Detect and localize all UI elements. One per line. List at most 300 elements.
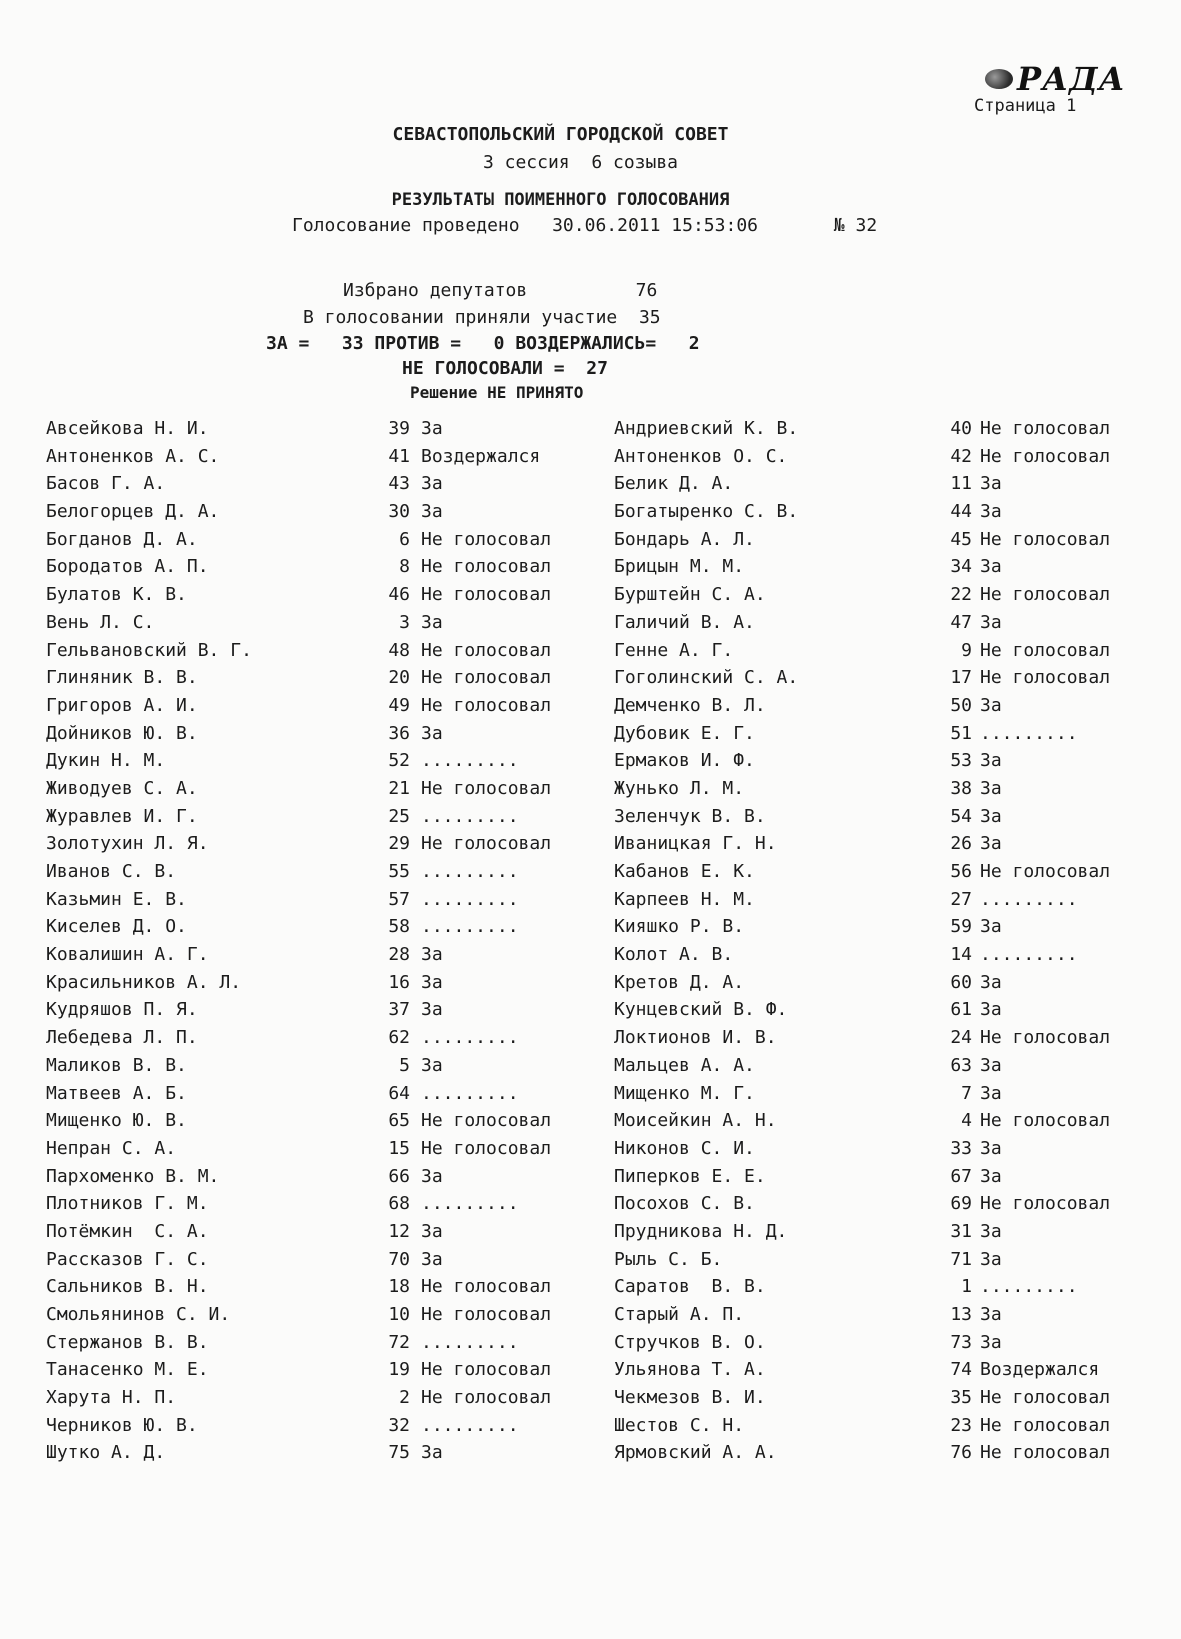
deputy-vote: Не голосовал — [980, 528, 1111, 550]
decision-line: Решение НЕ ПРИНЯТО — [410, 383, 584, 402]
deputy-row — [46, 1221, 606, 1249]
deputy-row — [614, 944, 1174, 972]
deputy-number: 23 — [950, 1414, 972, 1436]
deputy-number: 35 — [950, 1387, 972, 1409]
deputy-name: Потёмкин С. А. — [46, 1220, 209, 1242]
deputy-name: Мищенко Ю. В. — [46, 1110, 187, 1132]
deputy-number: 14 — [950, 944, 972, 966]
deputy-vote: За — [421, 1442, 443, 1464]
deputy-number: 56 — [950, 861, 972, 882]
deputy-row — [46, 1442, 606, 1470]
notvoted-value: 27 — [586, 358, 608, 379]
deputy-row — [46, 529, 606, 557]
deputy-vote: Не голосовал — [421, 694, 552, 716]
deputy-row — [614, 1304, 1174, 1332]
deputy-row — [46, 1138, 606, 1166]
deputy-number: 74 — [950, 1359, 972, 1381]
deputy-number: 11 — [950, 473, 972, 495]
deputy-row — [46, 1276, 606, 1304]
voting-datetime: 30.06.2011 15:53:06 — [552, 215, 758, 236]
deputy-number: 34 — [950, 556, 972, 578]
deputy-number: 16 — [388, 971, 410, 993]
deputy-row — [614, 972, 1174, 1000]
deputy-vote: ......... — [421, 916, 519, 938]
deputy-name: Ярмовский А. А. — [614, 1442, 777, 1464]
deputy-name: Глиняник В. В. — [46, 667, 198, 689]
deputy-name: Галичий В. А. — [614, 611, 755, 633]
deputy-row — [614, 501, 1174, 529]
deputy-name: Прудникова Н. Д. — [614, 1220, 788, 1242]
deputy-vote: За — [980, 1137, 1002, 1159]
deputy-row — [46, 861, 606, 889]
deputy-vote: Не голосовал — [421, 639, 552, 661]
deputy-name: Саратов В. В. — [614, 1276, 766, 1298]
deputy-name: Старый А. П. — [614, 1304, 745, 1325]
deputy-row — [614, 806, 1174, 834]
page-number: Страница 1 — [974, 96, 1077, 116]
deputy-number: 30 — [388, 501, 410, 523]
deputies-left-column — [46, 418, 606, 1470]
deputy-row — [614, 418, 1174, 446]
deputy-vote: ......... — [421, 1193, 519, 1215]
deputy-vote: За — [980, 1165, 1002, 1187]
deputy-vote: За — [980, 971, 1002, 993]
deputy-row — [614, 1359, 1174, 1387]
deputy-row — [614, 556, 1174, 584]
deputy-row — [46, 778, 606, 806]
deputy-name: Карпеев Н. М. — [614, 888, 755, 910]
deputy-row — [614, 446, 1174, 474]
deputy-row — [614, 916, 1174, 944]
deputy-number: 65 — [388, 1110, 410, 1132]
deputy-number: 18 — [388, 1276, 410, 1298]
deputy-vote: За — [980, 1082, 1002, 1104]
deputy-vote: Не голосовал — [421, 1110, 552, 1132]
deputy-number: 72 — [388, 1331, 410, 1353]
deputy-name: Брицын М. М. — [614, 556, 745, 578]
deputy-row — [46, 889, 606, 917]
deputy-number: 50 — [950, 694, 972, 716]
deputy-row — [614, 1110, 1174, 1138]
deputy-row — [46, 667, 606, 695]
deputy-name: Черников Ю. В. — [46, 1414, 198, 1436]
deputy-vote: ......... — [421, 1082, 519, 1104]
deputy-number: 32 — [388, 1414, 410, 1436]
totals-line — [266, 333, 700, 354]
deputy-name: Харута Н. П. — [46, 1387, 177, 1409]
deputy-vote: За — [980, 805, 1002, 827]
deputy-row — [614, 1442, 1174, 1470]
deputy-vote: За — [421, 1054, 443, 1076]
deputy-vote: ......... — [421, 750, 519, 772]
logo-text: РАДА — [1017, 60, 1126, 98]
deputy-number: 64 — [388, 1082, 410, 1104]
deputy-name: Пиперков Е. Е. — [614, 1165, 766, 1187]
deputy-row — [46, 612, 606, 640]
deputy-vote: За — [421, 971, 443, 993]
deputy-number: 24 — [950, 1027, 972, 1049]
deputy-number: 19 — [388, 1359, 410, 1381]
deputy-name: Белик Д. А. — [614, 473, 734, 495]
deputy-vote: Не голосовал — [980, 1442, 1111, 1464]
deputy-number: 39 — [388, 418, 410, 439]
deputy-name: Пархоменко В. М. — [46, 1165, 220, 1187]
deputy-name: Ковалишин А. Г. — [46, 944, 209, 966]
deputy-name: Кретов Д. А. — [614, 971, 745, 993]
deputy-row — [46, 1193, 606, 1221]
deputy-number: 51 — [950, 722, 972, 744]
deputy-number: 66 — [388, 1165, 410, 1187]
deputy-number: 36 — [388, 722, 410, 744]
for-value: 33 — [341, 333, 364, 354]
deputy-number: 53 — [950, 750, 972, 772]
deputy-number: 73 — [950, 1331, 972, 1353]
deputy-vote: Не голосовал — [980, 861, 1111, 882]
deputy-vote: За — [980, 1331, 1002, 1353]
deputy-number: 1 — [961, 1276, 972, 1298]
deputy-vote: ......... — [980, 888, 1078, 910]
deputy-name: Мищенко М. Г. — [614, 1082, 755, 1104]
deputy-row — [46, 723, 606, 751]
deputy-row — [46, 1027, 606, 1055]
deputy-vote: За — [421, 1165, 443, 1187]
deputy-number: 45 — [950, 528, 972, 550]
deputy-number: 10 — [388, 1304, 410, 1325]
deputy-number: 62 — [388, 1027, 410, 1049]
deputy-row — [46, 584, 606, 612]
deputy-name: Антоненков А. С. — [46, 445, 220, 467]
deputy-name: Дукин Н. М. — [46, 750, 166, 772]
abstained-label: ВОЗДЕРЖАЛИСЬ= — [515, 333, 657, 354]
deputy-name: Стержанов В. В. — [46, 1331, 209, 1353]
deputy-vote: За — [980, 777, 1002, 799]
deputy-number: 8 — [399, 556, 410, 578]
deputy-vote: Не голосовал — [421, 1137, 552, 1159]
deputy-row — [614, 1083, 1174, 1111]
deputy-vote: ......... — [421, 861, 519, 882]
deputy-vote: Не голосовал — [421, 1387, 552, 1409]
deputy-number: 54 — [950, 805, 972, 827]
deputy-name: Живодуев С. А. — [46, 777, 198, 799]
deputy-row — [614, 1166, 1174, 1194]
deputy-name: Смольянинов С. И. — [46, 1304, 231, 1325]
deputy-name: Казьмин Е. В. — [46, 888, 187, 910]
deputy-vote: Не голосовал — [421, 833, 552, 855]
participated-label: В голосовании приняли участие — [303, 307, 618, 328]
deputy-name: Непран С. А. — [46, 1137, 177, 1159]
deputy-name: Жунько Л. М. — [614, 777, 745, 799]
deputy-name: Стручков В. О. — [614, 1331, 766, 1353]
deputy-vote: Не голосовал — [980, 1193, 1111, 1215]
deputy-row — [614, 612, 1174, 640]
deputy-row — [614, 584, 1174, 612]
deputy-name: Генне А. Г. — [614, 639, 734, 661]
deputy-vote: За — [421, 473, 443, 495]
deputy-name: Гоголинский С. А. — [614, 667, 799, 689]
deputy-row — [614, 529, 1174, 557]
deputy-vote: За — [980, 999, 1002, 1021]
deputy-row — [46, 1110, 606, 1138]
deputy-number: 68 — [388, 1193, 410, 1215]
deputy-vote: За — [421, 1248, 443, 1270]
deputy-name: Шутко А. Д. — [46, 1442, 166, 1464]
abstained-value: 2 — [688, 333, 700, 354]
deputy-number: 33 — [950, 1137, 972, 1159]
deputy-name: Антоненков О. С. — [614, 445, 788, 467]
deputy-number: 27 — [950, 888, 972, 910]
deputy-vote: ......... — [421, 1331, 519, 1353]
notvoted-label: НЕ ГОЛОСОВАЛИ = — [402, 358, 565, 379]
session-label: 3 сессия 6 созыва — [482, 152, 679, 173]
deputy-name: Танасенко М. Е. — [46, 1359, 209, 1381]
deputy-vote: Воздержался — [980, 1359, 1100, 1381]
deputy-vote: Не голосовал — [421, 556, 552, 578]
deputy-number: 15 — [388, 1137, 410, 1159]
deputy-row — [614, 833, 1174, 861]
deputy-row — [46, 695, 606, 723]
deputy-row — [614, 1193, 1174, 1221]
deputy-row — [46, 1083, 606, 1111]
deputy-number: 9 — [961, 639, 972, 661]
deputy-vote: За — [980, 1220, 1002, 1242]
deputy-row — [46, 1332, 606, 1360]
deputy-name: Бурштейн С. А. — [614, 584, 766, 606]
deputy-number: 29 — [388, 833, 410, 855]
participated-value: 35 — [638, 307, 661, 328]
voting-number: № 32 — [833, 215, 878, 236]
deputy-vote: Не голосовал — [421, 777, 552, 799]
deputy-name: Кабанов Е. К. — [614, 861, 755, 882]
deputy-row — [46, 1359, 606, 1387]
deputy-row — [46, 640, 606, 668]
deputy-name: Зеленчук В. В. — [614, 805, 766, 827]
deputy-row — [46, 446, 606, 474]
deputy-row — [614, 1276, 1174, 1304]
deputy-name: Андриевский К. В. — [614, 418, 799, 439]
deputy-vote: Не голосовал — [980, 1110, 1111, 1132]
deputy-number: 20 — [388, 667, 410, 689]
deputy-name: Ульянова Т. А. — [614, 1359, 766, 1381]
deputy-number: 71 — [950, 1248, 972, 1270]
deputy-number: 60 — [950, 971, 972, 993]
deputy-number: 61 — [950, 999, 972, 1021]
deputy-row — [46, 999, 606, 1027]
deputy-row — [46, 1055, 606, 1083]
deputy-name: Чекмезов В. И. — [614, 1387, 766, 1409]
deputy-name: Богданов Д. А. — [46, 528, 198, 550]
deputy-vote: ......... — [421, 805, 519, 827]
deputy-row — [614, 1387, 1174, 1415]
deputy-number: 17 — [950, 667, 972, 689]
deputy-vote: За — [980, 1248, 1002, 1270]
deputy-vote: Не голосовал — [421, 584, 552, 606]
deputy-vote: Не голосовал — [980, 584, 1111, 606]
deputy-number: 55 — [388, 861, 410, 882]
deputy-name: Матвеев А. Б. — [46, 1082, 187, 1104]
deputy-name: Григоров А. И. — [46, 694, 198, 716]
deputy-name: Дубовик Е. Г. — [614, 722, 755, 744]
deputy-row — [46, 972, 606, 1000]
deputy-number: 52 — [388, 750, 410, 772]
against-label: ПРОТИВ = — [374, 333, 462, 354]
deputy-number: 67 — [950, 1165, 972, 1187]
deputy-vote: За — [980, 611, 1002, 633]
deputy-vote: За — [980, 833, 1002, 855]
deputy-name: Кудряшов П. Я. — [46, 999, 198, 1021]
deputy-vote: За — [980, 750, 1002, 772]
deputy-number: 3 — [399, 611, 410, 633]
deputy-name: Басов Г. А. — [46, 473, 166, 495]
deputy-vote: ......... — [980, 944, 1078, 966]
notvoted-line — [402, 358, 608, 379]
deputy-name: Сальников В. Н. — [46, 1276, 209, 1298]
deputy-vote: За — [980, 916, 1002, 938]
deputy-vote: За — [421, 501, 443, 523]
deputy-name: Иванов С. В. — [46, 861, 177, 882]
deputy-number: 7 — [961, 1082, 972, 1104]
elected-line — [343, 280, 657, 301]
deputy-number: 41 — [388, 445, 410, 467]
deputy-name: Лебедева Л. П. — [46, 1027, 198, 1049]
deputy-number: 31 — [950, 1220, 972, 1242]
deputy-name: Кияшко Р. В. — [614, 916, 745, 938]
deputy-row — [46, 750, 606, 778]
deputy-vote: Не голосовал — [421, 528, 552, 550]
document-title: РЕЗУЛЬТАТЫ ПОИМЕННОГО ГОЛОСОВАНИЯ — [391, 190, 730, 210]
deputy-name: Демченко В. Л. — [614, 694, 766, 716]
deputies-right-column — [614, 418, 1174, 1470]
deputy-vote: За — [980, 473, 1002, 495]
deputy-vote: За — [980, 1304, 1002, 1325]
deputy-number: 28 — [388, 944, 410, 966]
deputy-number: 70 — [388, 1248, 410, 1270]
deputy-vote: Не голосовал — [421, 1276, 552, 1298]
deputy-number: 26 — [950, 833, 972, 855]
deputy-row — [46, 944, 606, 972]
deputy-number: 40 — [950, 418, 972, 439]
deputy-number: 38 — [950, 777, 972, 799]
deputy-number: 37 — [388, 999, 410, 1021]
deputy-vote: За — [421, 722, 443, 744]
deputy-name: Кунцевский В. Ф. — [614, 999, 788, 1021]
deputy-vote: ......... — [421, 888, 519, 910]
deputy-name: Иваницкая Г. Н. — [614, 833, 777, 855]
deputy-row — [614, 640, 1174, 668]
deputy-row — [614, 1055, 1174, 1083]
deputy-row — [614, 723, 1174, 751]
deputy-number: 63 — [950, 1054, 972, 1076]
deputy-number: 48 — [388, 639, 410, 661]
deputy-name: Авсейкова Н. И. — [46, 418, 209, 439]
deputy-name: Красильников А. Л. — [46, 971, 242, 993]
deputy-vote: За — [421, 611, 443, 633]
voting-info — [292, 215, 877, 236]
deputy-name: Ермаков И. Ф. — [614, 750, 755, 772]
deputy-number: 12 — [388, 1220, 410, 1242]
deputy-name: Богатыренко С. В. — [614, 501, 799, 523]
deputy-row — [46, 473, 606, 501]
deputy-number: 43 — [388, 473, 410, 495]
globe-icon — [985, 69, 1013, 89]
deputy-number: 25 — [388, 805, 410, 827]
deputy-number: 21 — [388, 777, 410, 799]
deputy-vote: За — [980, 556, 1002, 578]
deputy-row — [614, 999, 1174, 1027]
deputy-number: 6 — [399, 528, 410, 550]
deputy-number: 47 — [950, 611, 972, 633]
council-title: СЕВАСТОПОЛЬСКИЙ ГОРОДСКОЙ СОВЕТ — [392, 124, 729, 145]
deputy-row — [614, 1027, 1174, 1055]
deputy-name: Рыль С. Б. — [614, 1248, 723, 1270]
deputy-name: Рассказов Г. С. — [46, 1248, 209, 1270]
deputy-name: Булатов К. В. — [46, 584, 187, 606]
deputy-name: Журавлев И. Г. — [46, 805, 198, 827]
deputy-number: 69 — [950, 1193, 972, 1215]
deputy-row — [46, 1415, 606, 1443]
deputy-vote: ......... — [980, 1276, 1078, 1298]
deputy-number: 44 — [950, 501, 972, 523]
deputy-name: Посохов С. В. — [614, 1193, 755, 1215]
deputy-row — [46, 1304, 606, 1332]
deputy-name: Колот А. В. — [614, 944, 734, 966]
deputy-vote: Не голосовал — [980, 445, 1111, 467]
deputy-number: 59 — [950, 916, 972, 938]
deputy-vote: Не голосовал — [980, 1387, 1111, 1409]
deputy-row — [46, 556, 606, 584]
deputy-vote: За — [421, 1220, 443, 1242]
deputy-name: Никонов С. И. — [614, 1137, 755, 1159]
rada-logo — [985, 60, 1126, 98]
deputy-number: 2 — [399, 1387, 410, 1409]
deputy-number: 58 — [388, 916, 410, 938]
deputy-name: Вень Л. С. — [46, 611, 155, 633]
deputy-vote: Не голосовал — [421, 1304, 552, 1325]
against-value: 0 — [493, 333, 505, 354]
deputy-number: 46 — [388, 584, 410, 606]
elected-value: 76 — [635, 280, 658, 301]
deputy-vote: Не голосовал — [980, 1027, 1111, 1049]
deputy-vote: Не голосовал — [421, 667, 552, 689]
deputy-vote: Не голосовал — [980, 667, 1111, 689]
elected-label: Избрано депутатов — [343, 280, 528, 301]
deputy-number: 75 — [388, 1442, 410, 1464]
deputy-vote: За — [421, 999, 443, 1021]
deputy-row — [614, 861, 1174, 889]
deputy-vote: Не голосовал — [980, 1414, 1111, 1436]
deputy-vote: ......... — [421, 1027, 519, 1049]
deputy-name: Локтионов И. В. — [614, 1027, 777, 1049]
deputy-vote: За — [421, 418, 443, 439]
deputy-row — [46, 1166, 606, 1194]
deputy-row — [46, 833, 606, 861]
deputy-vote: За — [980, 1054, 1002, 1076]
deputy-row — [46, 1249, 606, 1277]
deputy-row — [614, 667, 1174, 695]
deputy-vote: Не голосовал — [421, 1359, 552, 1381]
deputy-row — [614, 1249, 1174, 1277]
deputy-vote: ......... — [421, 1414, 519, 1436]
deputy-vote: Не голосовал — [980, 418, 1111, 439]
deputy-vote: За — [980, 501, 1002, 523]
voting-label: Голосование проведено — [292, 215, 520, 236]
deputy-row — [614, 473, 1174, 501]
deputy-number: 4 — [961, 1110, 972, 1132]
deputy-name: Моисейкин А. Н. — [614, 1110, 777, 1132]
deputy-row — [46, 418, 606, 446]
deputy-name: Мальцев А. А. — [614, 1054, 755, 1076]
deputy-number: 42 — [950, 445, 972, 467]
for-label: ЗА = — [266, 333, 310, 354]
